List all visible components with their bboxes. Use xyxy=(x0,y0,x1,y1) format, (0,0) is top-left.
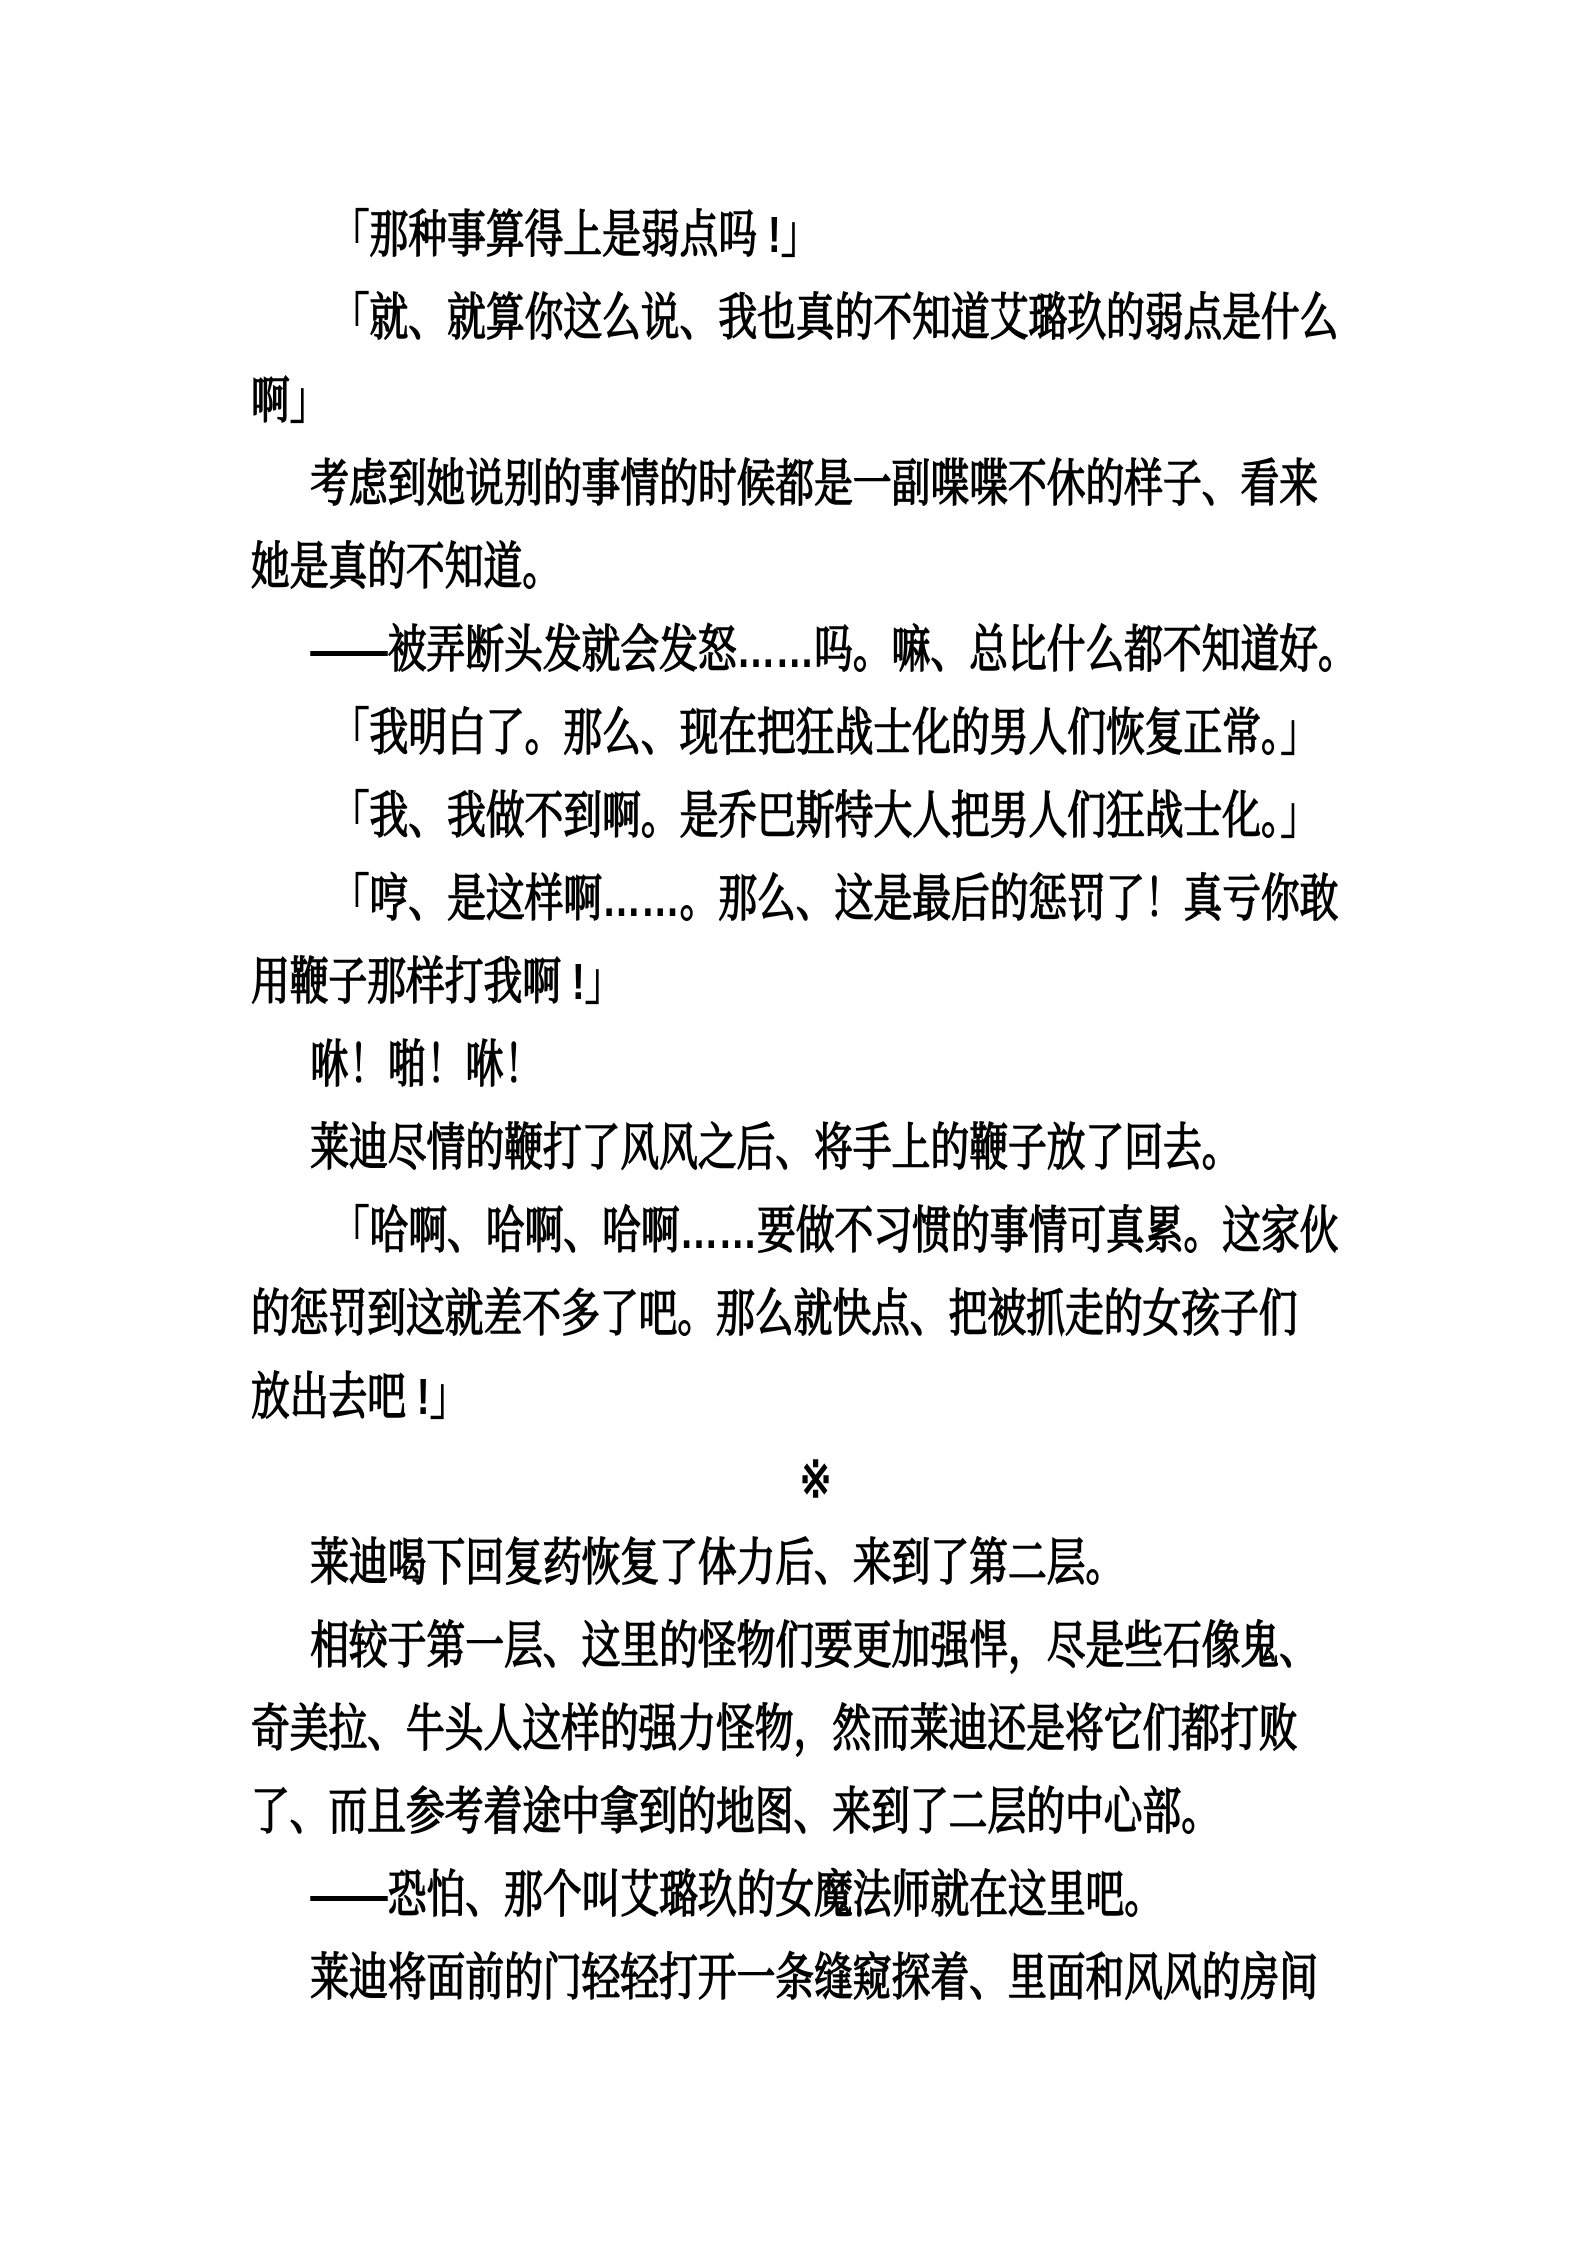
text-line: 的惩罚到这就差不多了吧。那么就快点、把被抓走的女孩子们 xyxy=(251,1285,1298,1342)
text-line: 啊」 xyxy=(251,372,329,429)
text-line: 咻！啪！咻！ xyxy=(310,1036,543,1093)
text-line: 莱迪将面前的门轻轻打开一条缝窥探着、里面和风风的房间 xyxy=(310,1949,1319,2006)
text-line: 莱迪喝下回复药恢复了体力后、来到了第二层。 xyxy=(310,1534,1125,1591)
text-line: 「我、我做不到啊。是乔巴斯特大人把男人们狂战士化。」 xyxy=(330,787,1320,844)
text-line: 「我明白了。那么、现在把狂战士化的男人们恢复正常。」 xyxy=(330,704,1320,761)
text-line: 用鞭子那样打我啊 !」 xyxy=(251,953,624,1010)
text-line: 「哈啊、哈啊、哈啊……要做不习惯的事情可真累。这家伙 xyxy=(330,1202,1339,1259)
text-line: 放出去吧 !」 xyxy=(251,1368,469,1425)
text-line: 相较于第一层、这里的怪物们要更加强悍，尽是些石像鬼、 xyxy=(310,1617,1319,1674)
text-line: 考虑到她说别的事情的时候都是一副喋喋不休的样子、看来 xyxy=(310,455,1319,512)
text-line: 「哼、是这样啊……。那么、这是最后的惩罚了！真亏你敢 xyxy=(330,870,1339,927)
text-line: 奇美拉、牛头人这样的强力怪物，然而莱迪还是将它们都打败 xyxy=(251,1700,1298,1757)
novel-text-block xyxy=(251,193,1414,2019)
text-line: 了、而且参考着途中拿到的地图、来到了二层的中心部。 xyxy=(251,1783,1221,1840)
text-line: 她是真的不知道。 xyxy=(251,538,562,595)
text-line: 莱迪尽情的鞭打了风风之后、将手上的鞭子放了回去。 xyxy=(310,1119,1241,1176)
text-line: 「就、就算你这么说、我也真的不知道艾璐玖的弱点是什么 xyxy=(330,289,1339,346)
text-line: ——被弄断头发就会发怒……吗。嘛、总比什么都不知道好。 xyxy=(310,621,1357,678)
section-divider: ※ xyxy=(799,1451,832,1508)
text-line: 「那种事算得上是弱点吗 !」 xyxy=(330,206,820,263)
text-line: ——恐怕、那个叫艾璐玖的女魔法师就在这里吧。 xyxy=(310,1866,1164,1923)
